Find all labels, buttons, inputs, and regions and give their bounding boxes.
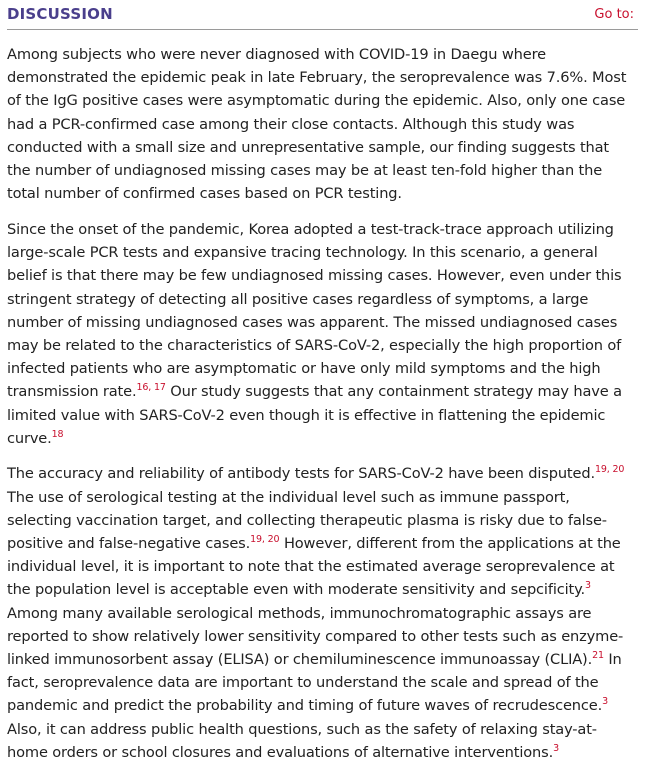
paragraph-3 bbox=[7, 462, 635, 764]
citation-link[interactable]: 19, 20 bbox=[250, 534, 280, 546]
article-body bbox=[7, 43, 635, 777]
paragraph-1 bbox=[7, 43, 635, 205]
paragraph-2 bbox=[7, 218, 635, 450]
paragraph-text: Since the onset of the pandemic, Korea adopted a test-track-trace approach utilizing large-scale PCR tests and expansive tracing technology. In this scenario, a general belief is that there may be few undiagnosed missing cases. However, even under this stringent strategy of detecting all positive cases regardless of symptoms, a large number of missing undiagnosed cases was apparent. The missed undiagnosed cases may be related to the characteristics of SARS-CoV-2, especially the high proportion of infected patients who are asymptomatic or have only mild symptoms and the high transmission rate. bbox=[7, 220, 622, 401]
paragraph-text: The accuracy and reliability of antibody tests for SARS-CoV-2 have been disputed. bbox=[7, 465, 595, 483]
paragraph-text: Also, it can address public health questions, such as the safety of relaxing stay-at-home orders or school closures and evaluations of alternative interventions. bbox=[7, 720, 597, 761]
citation-link[interactable]: 21 bbox=[592, 650, 604, 662]
citation-link[interactable]: 3 bbox=[602, 696, 608, 708]
section-title: DISCUSSION bbox=[7, 5, 113, 23]
paragraph-text: Our study suggests that any containment strategy may have a limited value with SARS-CoV-2 even though it is effective in flattening the epidemic curve. bbox=[7, 383, 622, 447]
section-header bbox=[7, 0, 638, 30]
citation-link[interactable]: 18 bbox=[51, 428, 64, 440]
go-to-link[interactable]: Go to: bbox=[594, 7, 634, 22]
citation-link[interactable]: 16, 17 bbox=[136, 382, 166, 394]
citation-link[interactable]: 3 bbox=[584, 580, 591, 592]
paragraph-text: In fact, seroprevalence data are important to understand the scale and spread of the pandemic and predict the probability and timing of future waves of recrudescence. bbox=[7, 651, 622, 715]
citation-link[interactable]: 19, 20 bbox=[594, 464, 625, 476]
paragraph-text: The use of serological testing at the individual level such as immune passport, selecting vaccination target, and collecting therapeutic plasma is risky due to false-positive and false-negative cases. bbox=[7, 488, 607, 553]
paragraph-text: However, different from the applications at the individual level, it is important to note that the estimated average seroprevalence at the population level is acceptable even with moderate sensitivity and sepcificity. bbox=[7, 535, 621, 599]
paragraph-text: Among subjects who were never diagnosed with COVID-19 in Daegu where demonstrated the epidemic peak in late February, the seroprevalence was 7.6%. Most of the IgG positive cases were asymptomatic during the epidemic. Also, only one case had a PCR-confirmed case among their close contacts. Although this study was conducted with a small size and unrepresentative sample, our finding suggests that the number of undiagnosed missing cases may be at least ten-fold higher than the total number of confirmed cases based on PCR testing. bbox=[7, 46, 627, 203]
citation-link[interactable]: 3 bbox=[553, 742, 559, 754]
paragraph-text: Among many available serological methods, immunochromatographic assays are reported to show relatively lower sensitivity compared to other tests such as enzyme-linked immunosorbent assay (ELISA) or chemiluminescence immunoassay (CLIA). bbox=[7, 604, 624, 669]
